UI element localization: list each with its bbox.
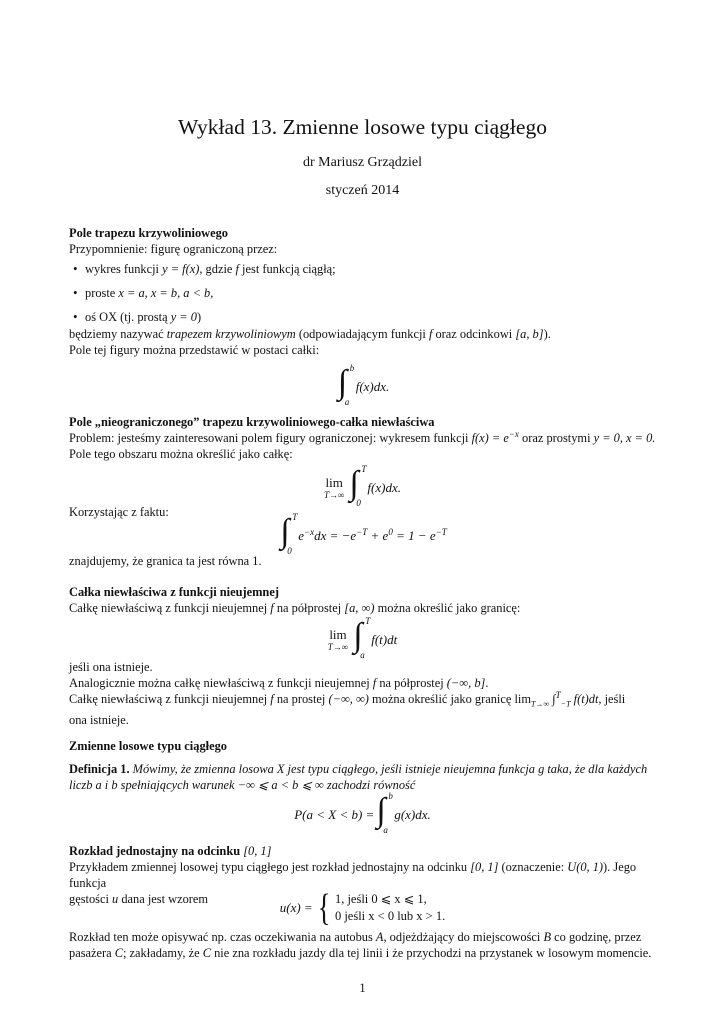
text: jest typu ciągłego, jeśli istnieje nieujemna funkcja <box>284 762 539 776</box>
text: liczb <box>69 778 96 792</box>
section-trapezoid <box>69 225 657 358</box>
math: y = 0, x = 0. <box>593 431 656 445</box>
text: nie zna rozkładu jazdy dla tej linii i że przychodzi na przystanek w losowym momencie. <box>210 946 652 960</box>
text: oraz prostymi <box>518 431 594 445</box>
text: ). <box>543 327 551 341</box>
text: wykres funkcji <box>85 262 163 276</box>
math: f(x)dx. <box>367 480 401 495</box>
text: (oznaczenie: <box>498 860 568 874</box>
text: , jeśli <box>598 692 626 706</box>
math: = 1 − e <box>392 528 436 543</box>
section-heading <box>69 843 657 859</box>
math: g <box>538 762 545 776</box>
math: B <box>543 930 552 944</box>
text: Całkę niewłaściwą z funkcji nieujemnej <box>69 601 271 615</box>
math: T→∞ <box>324 490 345 500</box>
text: na półprostej <box>273 601 345 615</box>
equation-limit <box>0 464 725 508</box>
definition-label: Definicja 1. <box>69 762 130 776</box>
math: dx = −e <box>314 528 357 543</box>
math: lim <box>514 692 531 706</box>
text: oraz odcinkowi <box>432 327 516 341</box>
math: f(x)dx. <box>355 379 390 394</box>
page-number: 1 <box>359 981 366 995</box>
math: f <box>235 262 239 276</box>
text: można określić jako granicę <box>368 692 515 706</box>
paragraph: Pole tego obszaru można określić jako całkę: <box>69 447 293 461</box>
paragraph: Korzystając z faktu: <box>69 505 169 519</box>
text: zachodzi równość <box>323 778 416 792</box>
paragraph <box>69 675 657 691</box>
text: proste <box>85 286 119 300</box>
date: styczeń 2014 <box>325 183 400 198</box>
section-nonneg-cont <box>69 659 657 728</box>
section-improper <box>69 414 657 462</box>
integral-sign: ∫ T 0 <box>349 464 367 508</box>
text: , odjeżdżający do miejscowości <box>383 930 544 944</box>
paragraph: jeśli ona istnieje. <box>69 660 153 674</box>
section-continuous <box>69 738 657 793</box>
math: [0, 1] <box>470 860 499 874</box>
paragraph <box>69 430 657 446</box>
text: Analogicznie można całkę niewłaściwą z funkcji nieujemnej <box>69 676 373 690</box>
equation-density <box>0 888 725 928</box>
equation-integral <box>0 363 725 411</box>
math: −T <box>560 699 571 709</box>
section-heading: Pole „nieograniczonego” trapezu krzywoliniowego-całka niewłaściwa <box>69 415 435 429</box>
paragraph <box>69 859 657 891</box>
text: ). Jego funkcja <box>69 860 637 890</box>
math: [0, 1] <box>243 844 272 858</box>
math: a <box>95 778 102 792</box>
text: pasażera <box>69 946 115 960</box>
text: Problem: jesteśmy zainteresowani polem figury ograniczonej: wykresem funkcji <box>69 431 472 445</box>
equation-limit-nonneg <box>0 616 725 660</box>
section-heading: Pole trapezu krzywoliniowego <box>69 226 228 240</box>
math: u(x) = <box>279 900 313 915</box>
case-line: 0 jeśli x < 0 lub x > 1. <box>334 909 446 923</box>
math: −T <box>356 527 368 537</box>
text: Rozkład ten może opisywać np. czas oczekiwania na autobus <box>69 930 376 944</box>
paragraph: ona istnieje. <box>69 713 129 728</box>
integral-sign: ∫ b a <box>337 363 355 407</box>
text: (odpowiadającym funkcji <box>295 327 429 341</box>
math: −x <box>508 429 519 439</box>
math: ∫ <box>549 692 556 706</box>
math: f <box>428 327 433 341</box>
paragraph <box>69 326 657 342</box>
text: Przykładem zmiennej losowej typu ciągłego jest rozkład jednostajny na odcinku <box>69 860 471 874</box>
math: C <box>202 946 211 960</box>
brace-icon: { <box>317 887 331 929</box>
text: , gdzie <box>199 262 236 276</box>
text: i <box>101 778 112 792</box>
math: T <box>555 690 561 700</box>
text: Mówimy, że zmienna losowa <box>129 762 277 776</box>
list-item <box>69 261 657 277</box>
bullet-list <box>69 261 657 325</box>
section-heading: Całka niewłaściwa z funkcji nieujemnej <box>69 585 279 599</box>
math: (−∞, b] <box>446 676 486 690</box>
math: f(t)dt <box>570 692 599 706</box>
paragraph <box>69 945 657 961</box>
text: gęstości <box>69 892 113 906</box>
math: + e <box>367 528 389 543</box>
case-line: 1, jeśli 0 ⩽ x ⩽ 1, <box>334 892 427 906</box>
paragraph <box>69 929 657 945</box>
math: b <box>111 778 118 792</box>
text: Całkę niewłaściwą z funkcji nieujemnej <box>69 692 271 706</box>
math: (−∞, ∞) <box>328 692 369 706</box>
list-item <box>69 309 657 325</box>
text: będziemy nazywać <box>69 327 167 341</box>
math: [a, b] <box>515 327 544 341</box>
page-title: Wykład 13. Zmienne losowe typu ciągłego <box>178 115 547 139</box>
math: −x <box>304 527 315 537</box>
math: [a, ∞) <box>344 601 375 615</box>
section-nonneg <box>69 584 657 616</box>
math: g(x)dx. <box>394 807 431 822</box>
text: taka, że dla każdych <box>544 762 648 776</box>
math: e <box>298 528 305 543</box>
text: na półprostej <box>376 676 447 690</box>
math: u <box>112 892 119 906</box>
text: . <box>485 676 489 690</box>
definition <box>69 761 657 793</box>
math: P(a < X < b) = <box>294 807 375 822</box>
integral-sign: ∫ T 0 <box>280 512 298 556</box>
math: −T <box>435 527 447 537</box>
equation-probability <box>0 791 725 835</box>
math: lim <box>325 475 343 490</box>
math: f(t)dt <box>371 632 398 647</box>
text: dana jest wzorem <box>118 892 209 906</box>
integral-sign: ∫ b a <box>376 791 393 835</box>
paragraph: Przypomnienie: figurę ograniczoną przez: <box>69 242 278 256</box>
paragraph <box>69 691 657 712</box>
text: spełniających warunek <box>117 778 238 792</box>
text: oś OX (tj. prostą <box>85 310 171 324</box>
text: na prostej <box>273 692 329 706</box>
math: lim <box>329 627 347 642</box>
section-uniform-cont <box>69 929 657 961</box>
text: Rozkład jednostajny na odcinku <box>69 844 244 858</box>
integral-sign: ∫ T a <box>353 616 371 660</box>
math: x = a, x = b, a < b, <box>118 286 214 300</box>
math: −∞ ⩽ a < b ⩽ ∞ <box>237 778 324 792</box>
math: f <box>270 692 274 706</box>
text: ) <box>196 310 202 324</box>
paragraph <box>69 600 657 616</box>
math: A <box>375 930 384 944</box>
text: ; zakładamy, że <box>123 946 203 960</box>
math: f(x) = e <box>471 431 509 445</box>
math: 0 <box>388 527 393 537</box>
math: f <box>270 601 274 615</box>
math: C <box>114 946 124 960</box>
paragraph: znajdujemy, że granica ta jest równa 1. <box>69 554 262 568</box>
section-heading: Zmienne losowe typu ciągłego <box>69 739 227 753</box>
text: można określić jako granicę: <box>374 601 521 615</box>
paragraph: Pole tej figury można przedstawić w postaci całki: <box>69 343 320 357</box>
emphasis: trapezem krzywoliniowym <box>166 327 296 341</box>
math: T→∞ <box>531 699 550 709</box>
math: y = 0 <box>170 310 197 324</box>
list-item <box>69 285 657 301</box>
author: dr Mariusz Grządziel <box>303 155 422 170</box>
text: jest funkcją ciągłą; <box>238 262 336 276</box>
math: T→∞ <box>327 642 349 652</box>
math: X <box>276 762 285 776</box>
math: y = f(x) <box>162 262 200 276</box>
math: f <box>372 676 377 690</box>
text: co godzinę, przez <box>551 930 642 944</box>
math: U(0, 1) <box>567 860 604 874</box>
